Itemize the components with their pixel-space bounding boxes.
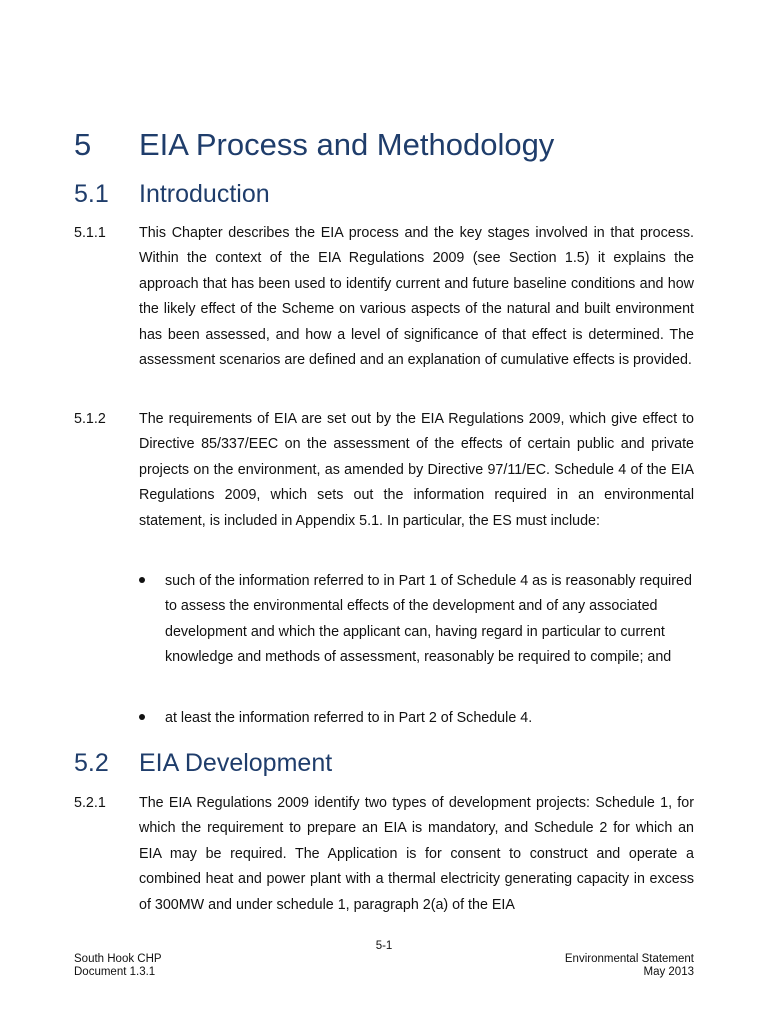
bullet-dot-icon <box>139 714 145 720</box>
paragraph-5-2-1 <box>74 791 694 918</box>
footer-document: Document 1.3.1 <box>74 966 156 978</box>
section-number: 5.1 <box>74 180 109 208</box>
paragraph-5-1-2 <box>74 407 694 534</box>
section-number: 5.2 <box>74 749 109 777</box>
section-title: EIA Development <box>139 749 333 777</box>
paragraph-number: 5.1.1 <box>74 225 106 241</box>
paragraph-text: The EIA Regulations 2009 identify two types of development projects: Schedule 1, for which the requirement to prepare an EIA is mandatory, and Schedule 2 for which an EIA may be required. The Application is for consent to construct and operate a combined heat and power plant with a thermal electricity generating capacity in excess of 300MW and under schedule 1, paragraph 2(a) of the EIA <box>139 795 694 913</box>
bullet-item <box>139 569 694 671</box>
section-heading-5-1 <box>74 180 270 209</box>
paragraph-number: 5.2.1 <box>74 795 106 811</box>
bullet-dot-icon <box>139 577 145 583</box>
footer-date: May 2013 <box>643 966 694 978</box>
paragraph-text: This Chapter describes the EIA process and the key stages involved in that process. Within the context of the EIA Regulations 2009 (see Section 1.5) it explains the approach that has been used to identify current and future baseline conditions and how the likely effect of the Scheme on various aspects of the natural and built environment has been assessed, and how a level of significance of that effect is determined. The assessment scenarios are defined and an explanation of cumulative effects is provided. <box>139 225 694 369</box>
bullet-text: at least the information referred to in Part 2 of Schedule 4. <box>165 710 533 726</box>
paragraph-number: 5.1.2 <box>74 411 106 427</box>
bullet-item <box>139 706 694 731</box>
section-heading-5-2 <box>74 749 332 778</box>
section-title: Introduction <box>139 180 270 208</box>
footer-project: South Hook CHP <box>74 953 162 965</box>
paragraph-text: The requirements of EIA are set out by the EIA Regulations 2009, which give effect to Directive 85/337/EEC on the assessment of the effects of certain public and private projects on the environment, as amended by Directive 97/11/EC. Schedule 4 of the EIA Regulations 2009, which sets out the information required in an environmental statement, is included in Appendix 5.1. In particular, the ES must include: <box>139 411 694 529</box>
chapter-number: 5 <box>74 127 92 162</box>
page-number: 5-1 <box>375 940 393 952</box>
bullet-text: such of the information referred to in Part 1 of Schedule 4 as is reasonably required to assess the environmental effects of the development and of any associated development and which the applicant can, having regard in particular to current knowledge and methods of assessment, reasonably be required to compile; and <box>165 573 692 666</box>
footer-report-title: Environmental Statement <box>564 953 694 965</box>
chapter-heading <box>74 127 554 163</box>
paragraph-5-1-1 <box>74 221 694 373</box>
chapter-title: EIA Process and Methodology <box>139 127 555 162</box>
